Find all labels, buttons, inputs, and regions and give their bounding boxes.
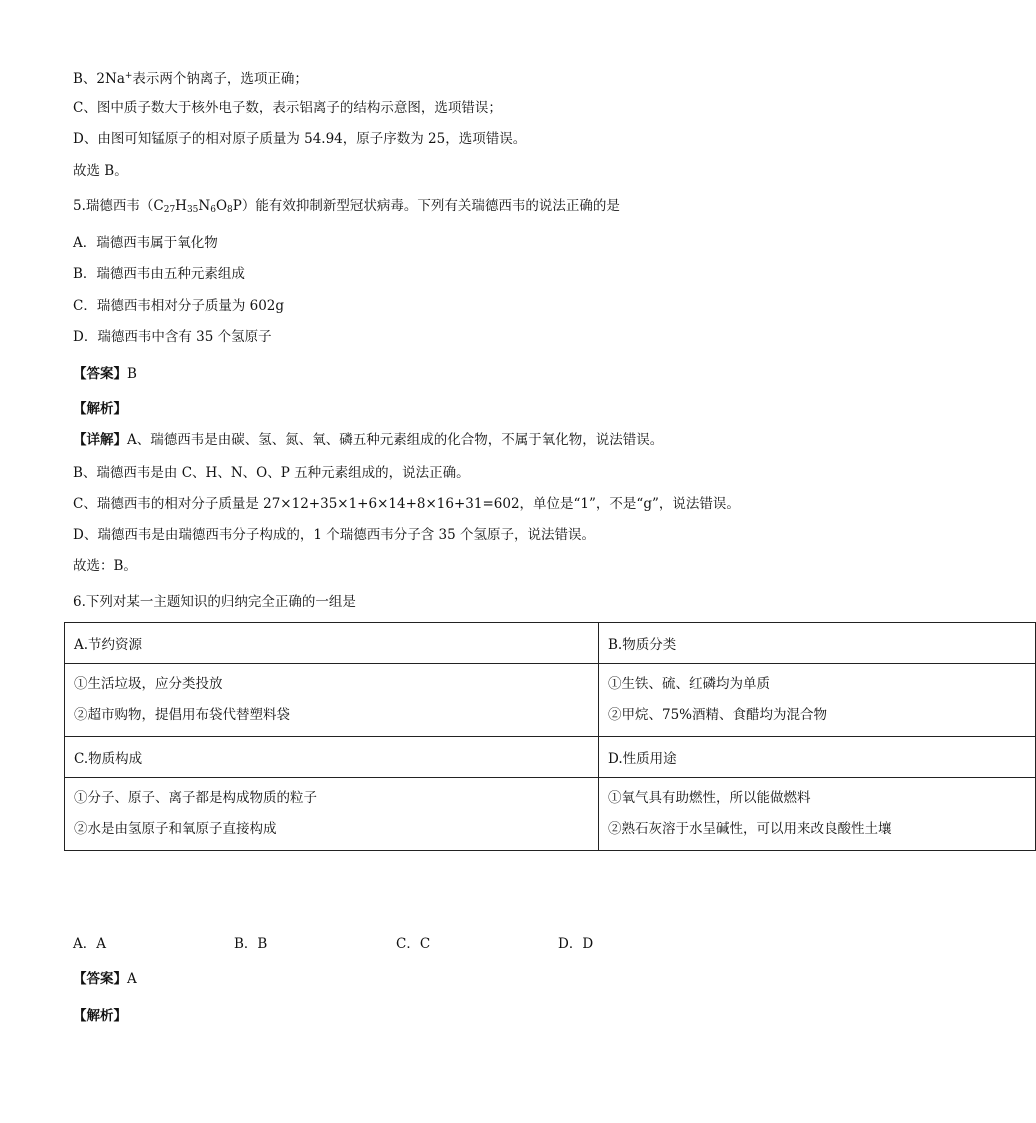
q6-answer: 【答案】A bbox=[73, 971, 137, 987]
q6-cell-b-title: B.物质分类 bbox=[599, 623, 1036, 664]
q6-c-item-2: ②水是由氢原子和氧原子直接构成 bbox=[74, 821, 277, 837]
prev-line-c: C、图中质子数大于核外电子数，表示铝离子的结构示意图，选项错误； bbox=[73, 100, 502, 116]
q6-a-item-1: ①生活垃圾，应分类投放 bbox=[74, 676, 223, 692]
q6-cell-d-title: D.性质用途 bbox=[599, 737, 1036, 778]
q6-analysis-label: 【解析】 bbox=[73, 1008, 127, 1024]
q6-option-a: A．A bbox=[73, 936, 106, 952]
q6-c-item-1: ①分子、原子、离子都是构成物质的粒子 bbox=[74, 790, 317, 806]
q6-cell-c-title: C.物质构成 bbox=[65, 737, 599, 778]
q5-option-a: A．瑞德西韦属于氧化物 bbox=[73, 235, 218, 251]
q6-table bbox=[64, 622, 892, 854]
q6-cell-c-content bbox=[65, 778, 599, 851]
q6-b-item-1: ①生铁、硫、红磷均为单质 bbox=[608, 676, 770, 692]
q5-conclusion: 故选：B。 bbox=[73, 558, 137, 574]
q5-option-b: B．瑞德西韦由五种元素组成 bbox=[73, 266, 245, 282]
q6-option-c: C．C bbox=[396, 936, 431, 952]
q5-stem: 5.瑞德西韦$(C_{27}H_{35}N_6O_8P)$能有效抑制新型冠状病毒。下列有关瑞德西韦的说法正确的是 bbox=[73, 198, 620, 215]
q5-detail-c: C、瑞德西韦的相对分子质量是 27×12+35×1+6×14+8×16+31=602，单位是“1”，不是“g”，说法错误。 bbox=[73, 496, 740, 512]
q5-detail-d: D、瑞德西韦是由瑞德西韦分子构成的，1 个瑞德西韦分子含 35 个氢原子，说法错误。 bbox=[73, 527, 595, 543]
q6-cell-b-content bbox=[599, 664, 1036, 737]
prev-line-b: B、2Na+表示两个钠离子，选项正确； bbox=[73, 71, 308, 87]
q6-d-item-2: ②熟石灰溶于水呈碱性，可以用来改良酸性土壤 bbox=[608, 821, 892, 837]
q6-option-d: D．D bbox=[558, 936, 594, 952]
q6-b-item-2: ②甲烷、75%酒精、食醋均为混合物 bbox=[608, 707, 828, 723]
prev-conclusion: 故选 B。 bbox=[73, 163, 128, 179]
q6-cell-d-content bbox=[599, 778, 1036, 851]
q6-option-b: B．B bbox=[234, 936, 268, 952]
q6-cell-a-title: A.节约资源 bbox=[65, 623, 599, 664]
q6-stem: 6.下列对某一主题知识的归纳完全正确的一组是 bbox=[73, 594, 356, 610]
q5-option-c: C．瑞德西韦相对分子质量为 602g bbox=[73, 298, 285, 314]
q5-option-d: D．瑞德西韦中含有 35 个氢原子 bbox=[73, 329, 272, 345]
q6-a-item-2: ②超市购物，提倡用布袋代替塑料袋 bbox=[74, 707, 290, 723]
q6-d-item-1: ①氧气具有助燃性，所以能做燃料 bbox=[608, 790, 811, 806]
prev-line-d: D、由图可知锰原子的相对原子质量为 54.94，原子序数为 25，选项错误。 bbox=[73, 131, 527, 147]
q5-analysis-label: 【解析】 bbox=[73, 401, 127, 417]
q5-detail-a: 【详解】A、瑞德西韦是由碳、氢、氮、氧、磷五种元素组成的化合物，不属于氧化物，说法错误。 bbox=[73, 432, 664, 448]
q5-answer: 【答案】B bbox=[73, 366, 137, 382]
q6-cell-a-content bbox=[65, 664, 599, 737]
q5-detail-b: B、瑞德西韦是由 C、H、N、O、P 五种元素组成的，说法正确。 bbox=[73, 465, 470, 481]
